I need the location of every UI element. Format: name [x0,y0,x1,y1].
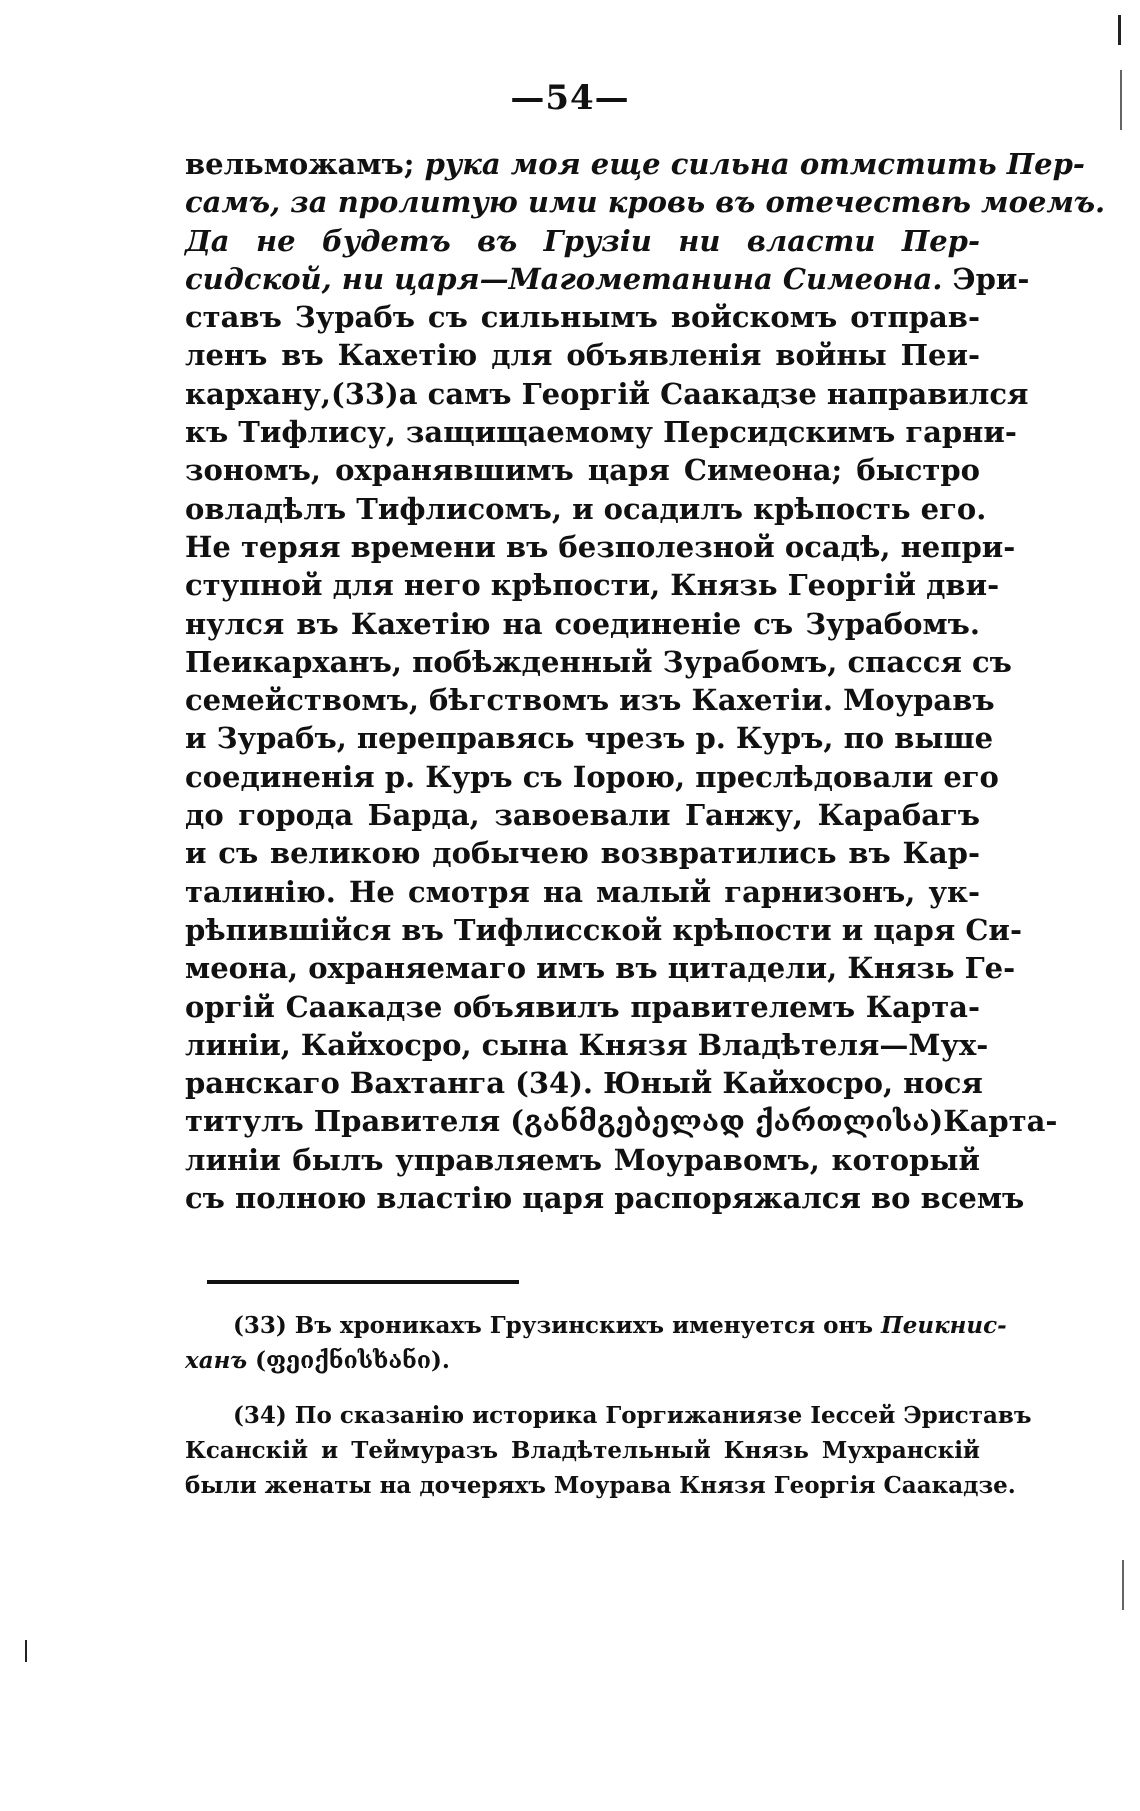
text-line [185,298,980,336]
page-number: —54— [510,78,630,118]
text-segment: съ полною властію царя распоряжался во всемъ [185,1181,1025,1216]
text-line [185,643,1012,681]
text-line [185,260,1030,298]
text-line [185,222,980,260]
text-line [185,1141,980,1179]
text-line [185,988,980,1026]
text-segment: Не теряя времени въ безполезной осадѣ, непри- [185,529,1016,564]
text-segment: ранскаго Вахтанга (34). Юный Кайхосро, нося [185,1066,983,1101]
italic-text-segment: ханъ [185,1347,248,1374]
text-segment: до города Барда, завоевали Ганжу, Карабагъ [185,798,980,833]
scan-mark [1118,15,1121,45]
main-text-block [185,145,1106,1217]
text-line [185,528,1016,566]
text-line [185,1308,1007,1343]
footnotes-block [185,1308,1032,1503]
text-segment: ставъ Зурабъ съ сильнымъ войскомъ отправ- [185,300,980,335]
text-segment: соединенія р. Куръ съ Іорою, преслѣдовали его [185,759,999,794]
text-line [185,1343,980,1378]
footnote [185,1308,1007,1378]
text-segment: ленъ въ Кахетію для объявленія войны Пеи- [185,338,980,373]
text-line [185,758,999,796]
text-segment: семействомъ, бѣгствомъ изъ Кахетіи. Моуравъ [185,683,995,718]
scan-mark [1120,70,1122,130]
text-line [185,413,1017,451]
text-segment: талинію. Не смотря на малый гарнизонъ, ук- [185,874,980,909]
italic-text-segment: Да не будетъ въ Грузіи ни власти Пер- [185,223,980,258]
text-segment: къ Тифлису, защищаемому Персидскимъ гарни- [185,415,1017,450]
text-line [185,375,1029,413]
italic-text-segment: самъ, за пролитую ими кровь въ отечествѣ моемъ. [185,185,1106,220]
text-segment: зономъ, охранявшимъ царя Симеона; быстро [185,453,980,488]
italic-text-segment: Пеикнис- [881,1312,1007,1339]
text-line [185,1064,983,1102]
text-line [185,451,980,489]
text-line [185,681,995,719]
footnote-separator [207,1280,519,1284]
text-line [185,873,980,911]
text-line [185,605,980,643]
text-segment: Ксанскій и Теймуразъ Владѣтельный Князь Мухранскій [185,1437,980,1464]
text-line [185,834,980,872]
text-line [185,1433,980,1468]
text-line [185,490,987,528]
text-segment: линіи былъ управляемъ Моуравомъ, который [185,1142,980,1177]
text-segment: рѣпившійся въ Тифлисской крѣпости и царя Си- [185,912,1022,947]
italic-text-segment: рука моя еще сильна отмстить Пер- [424,147,1085,181]
text-line [185,949,1016,987]
text-line [185,796,980,834]
text-line [185,336,980,374]
text-segment: овладѣлъ Тифлисомъ, и осадилъ крѣпость его. [185,491,987,526]
text-segment: и Зурабъ, переправясь чрезъ р. Куръ, по выше [185,721,994,756]
text-line [185,145,1085,183]
text-line [185,719,994,757]
scan-mark [1122,1560,1124,1610]
text-segment: титулъ Правителя (განმგებელად ქართლისა)Карта- [185,1104,1058,1139]
text-line [185,1398,1032,1433]
text-line [185,911,1022,949]
text-segment: оргій Саакадзе объявилъ правителемъ Карта- [185,989,980,1024]
text-segment: ступной для него крѣпости, Князь Георгій дви- [185,568,1000,603]
text-segment: нулся въ Кахетію на соединеніе съ Зурабомъ. [185,606,980,641]
text-segment: кархану,(33)а самъ Георгій Саакадзе направился [185,376,1029,411]
text-line [185,1468,1016,1503]
text-line [185,1102,1058,1140]
text-line [185,1179,1025,1217]
footnote-gap [185,1378,980,1398]
text-line [185,566,1000,604]
footnote [185,1398,1032,1503]
text-segment: были женаты на дочеряхъ Моурава Князя Георгія Саакадзе. [185,1472,1016,1499]
text-segment: и съ великою добычею возвратились въ Кар- [185,836,980,871]
text-segment: (33) Въ хроникахъ Грузинскихъ именуется онъ [233,1312,882,1339]
text-segment: (34) По сказанію историка Горгижаниязе Іессей Эриставъ [233,1402,1032,1429]
text-segment: вельможамъ; [185,147,425,181]
scan-mark [25,1640,27,1662]
text-segment: Эри- [942,261,1030,296]
text-segment: линіи, Кайхосро, сына Князя Владѣтеля—Мух- [185,1027,989,1062]
text-segment: меона, охраняемаго имъ въ цитадели, Князь Ге- [185,951,1016,986]
italic-text-segment: сидской, ни царя—Магометанина Симеона. [185,261,943,296]
text-segment: (ფეიქნისხანი). [247,1347,450,1374]
text-line [185,1026,989,1064]
text-line [185,183,1106,221]
text-segment: Пеикарханъ, побѣжденный Зурабомъ, спасся съ [185,644,1012,679]
